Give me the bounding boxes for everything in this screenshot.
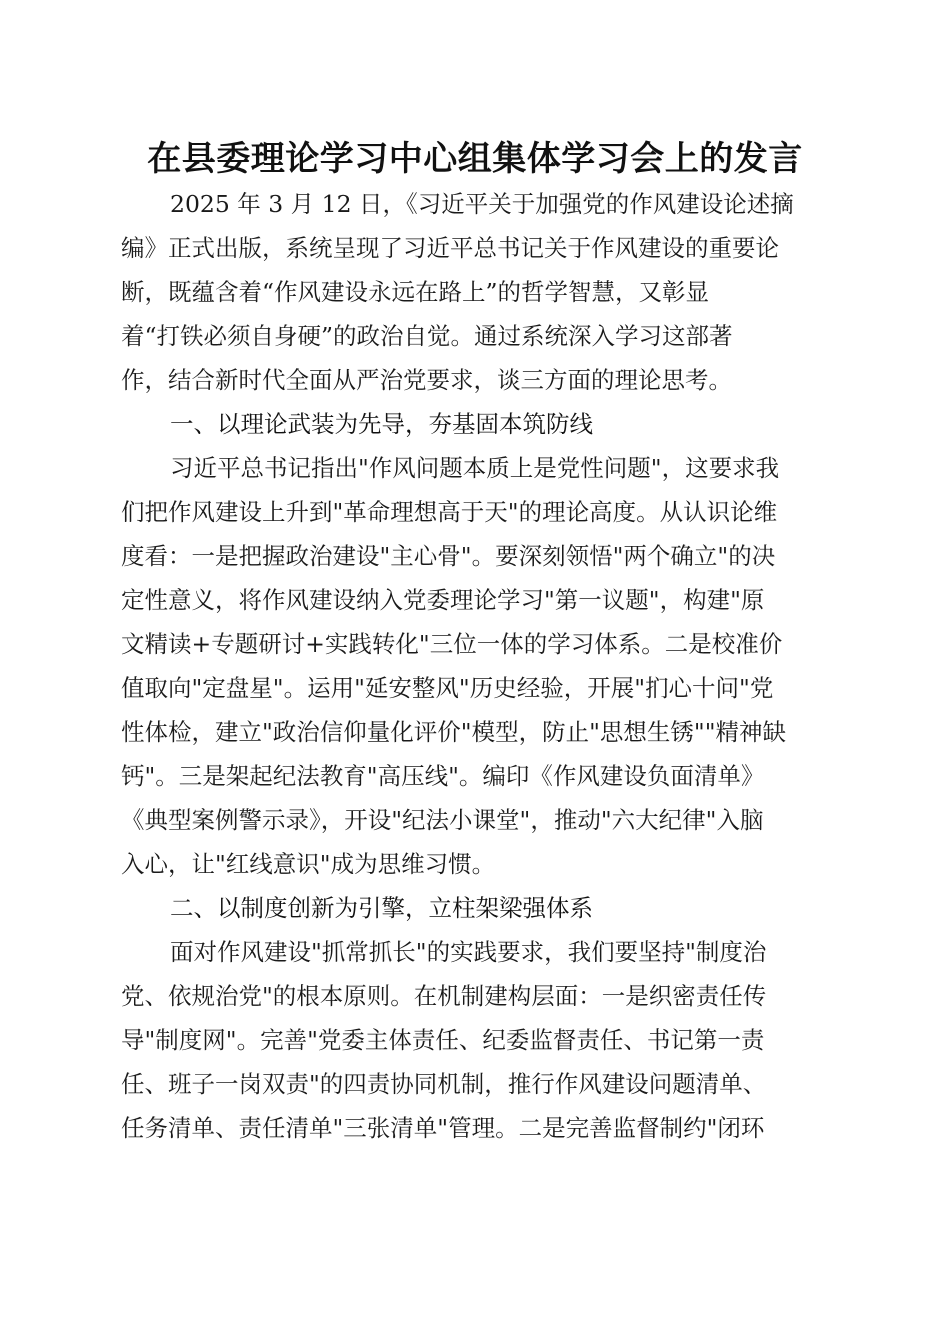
paragraph-line	[0, 842, 950, 886]
paragraph-line	[0, 446, 950, 490]
line-text: 任务清单、责任清单"三张清单"管理。二是完善监督制约"闭环	[121, 1114, 765, 1142]
line-text: 习近平总书记指出"作风问题本质上是党性问题"，这要求我	[170, 454, 780, 482]
line-text: 任、班子一岗双责"的四责协同机制，推行作风建设问题清单、	[121, 1070, 767, 1098]
paragraph-line	[0, 270, 950, 314]
line-text: 2025 年 3 月 12 日，《习近平关于加强党的作风建设论述摘	[170, 190, 794, 218]
line-text: 着“打铁必须自身硬”的政治自觉。通过系统深入学习这部著	[121, 322, 733, 350]
line-text: 们把作风建设上升到"革命理想高于天"的理论高度。从认识论维	[121, 498, 778, 526]
line-text: 作，结合新时代全面从严治党要求，谈三方面的理论思考。	[121, 366, 732, 394]
line-text: 面对作风建设"抓常抓长"的实践要求，我们要坚持"制度治	[170, 938, 767, 966]
paragraph-line	[0, 974, 950, 1018]
paragraph-line	[0, 358, 950, 402]
line-text: 党、依规治党"的根本原则。在机制建构层面：一是织密责任传	[121, 982, 767, 1010]
paragraph-line	[0, 1018, 950, 1062]
heading-text: 二、以制度创新为引擎，立柱架梁强体系	[170, 894, 593, 922]
section-heading	[0, 886, 950, 930]
line-text: 编》正式出版，系统呈现了习近平总书记关于作风建设的重要论	[121, 234, 779, 262]
line-text: 钙"。三是架起纪法教育"高压线"。编印《作风建设负面清单》	[121, 762, 765, 790]
line-text: 《典型案例警示录》，开设"纪法小课堂"，推动"六大纪律"入脑	[121, 806, 764, 834]
line-text: 入心，让"红线意识"成为思维习惯。	[121, 850, 496, 878]
paragraph-line	[0, 1106, 950, 1150]
paragraph-line	[0, 226, 950, 270]
paragraph-line	[0, 182, 950, 226]
document-title: 在县委理论学习中心组集体学习会上的发言	[147, 139, 803, 179]
paragraph-line	[0, 314, 950, 358]
line-text: 断，既蕴含着“作风建设永远在路上”的哲学智慧，又彰显	[121, 278, 710, 306]
line-text: 值取向"定盘星"。运用"延安整风"历史经验，开展"扪心十问"党	[121, 674, 774, 702]
paragraph-line	[0, 578, 950, 622]
section-heading	[0, 402, 950, 446]
paragraph-line	[0, 930, 950, 974]
paragraph-line	[0, 754, 950, 798]
paragraph-line	[0, 1062, 950, 1106]
line-text: 导"制度网"。完善"党委主体责任、纪委监督责任、书记第一责	[121, 1026, 765, 1054]
paragraph-line	[0, 710, 950, 754]
paragraph-line	[0, 798, 950, 842]
heading-text: 一、以理论武装为先导，夯基固本筑防线	[170, 410, 593, 438]
line-text: 文精读+专题研讨+实践转化"三位一体的学习体系。二是校准价	[121, 630, 783, 658]
line-text: 度看：一是把握政治建设"主心骨"。要深刻领悟"两个确立"的决	[121, 542, 776, 570]
paragraph-line	[0, 534, 950, 578]
line-text: 性体检，建立"政治信仰量化评价"模型，防止"思想生锈""精神缺	[121, 718, 787, 746]
paragraph-line	[0, 666, 950, 710]
paragraph-line	[0, 490, 950, 534]
line-text: 定性意义，将作风建设纳入党委理论学习"第一议题"，构建"原	[121, 586, 765, 614]
paragraph-line	[0, 622, 950, 666]
